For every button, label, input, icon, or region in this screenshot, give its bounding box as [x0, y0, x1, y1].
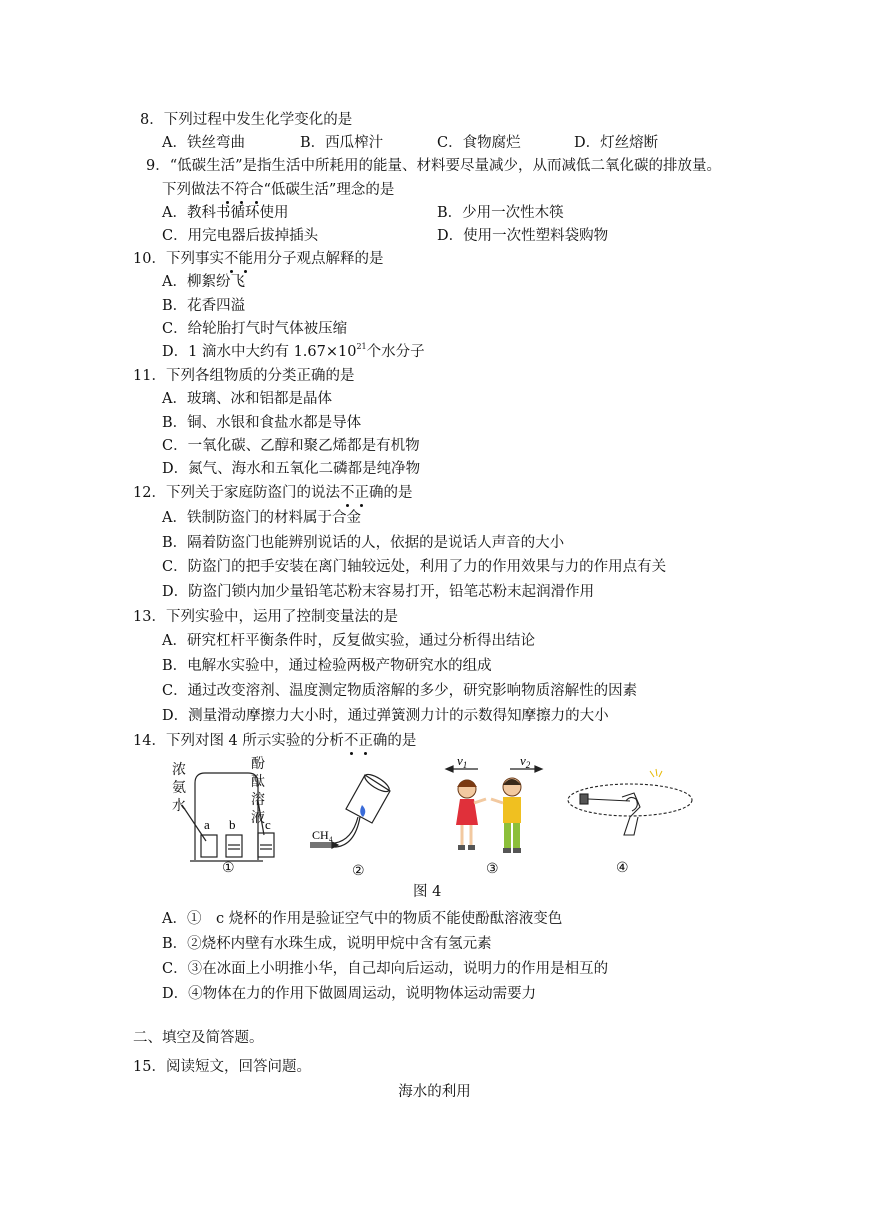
- flame-icon: [360, 805, 365, 817]
- q8-option-d: D．灯丝熔断: [574, 135, 659, 151]
- circular-motion-apparatus: [568, 784, 692, 835]
- q15-stem: 15．阅读短文，回答问题。: [133, 1059, 311, 1075]
- label-phenolphthalein: 酚 酞 溶 液: [251, 756, 265, 826]
- beaker-a-label: a: [204, 817, 210, 832]
- q9-option-d: D．使用一次性塑料袋购物: [437, 228, 609, 244]
- methane-label: CH₄: [312, 828, 333, 842]
- q10-option-d: D．1 滴水中大约有 $1.67\times 10^{21}$个水分子: [162, 342, 425, 360]
- q9-subline: 下列做法不符合“低碳生活”理念的是: [162, 182, 395, 198]
- q14-option-d: D．④物体在力的作用下做圆周运动，说明物体运动需要力: [162, 986, 537, 1002]
- q10-option-c: C．给轮胎打气时气体被压缩: [162, 321, 348, 337]
- beaker-b-label: b: [229, 817, 236, 832]
- figure-number-3: ③: [486, 861, 499, 877]
- emphasis-char: 合: [249, 182, 264, 198]
- girl-figure: [456, 780, 486, 850]
- article-title: 海水的利用: [398, 1084, 471, 1100]
- q12-option-c: C．防盗门的把手安装在离门轴较远处，利用了力的作用效果与力的作用点有关: [162, 559, 667, 575]
- q13-option-a: A．研究杠杆平衡条件时，反复做实验，通过分析得出结论: [162, 633, 535, 649]
- emphasis-char: 不: [339, 485, 355, 501]
- sparkle-icon: [650, 769, 662, 777]
- q8-stem: 8．下列过程中发生化学变化的是: [140, 112, 353, 128]
- figure-number-4: ④: [616, 860, 629, 876]
- emphasis-char: 正: [354, 485, 369, 501]
- figure-number-1: ①: [222, 860, 235, 876]
- q13-option-c: C．通过改变溶剂、温度测定物质溶解的多少，研究影响物质溶解性的因素: [162, 683, 638, 699]
- q10-option-b: B．花香四溢: [162, 298, 246, 314]
- q11-stem: 11．下列各组物质的分类正确的是: [133, 368, 355, 384]
- q12-stem: 12．下列关于家庭防盗门的说法不正确的是: [133, 485, 413, 501]
- q10-stem: 10．下列事实不能用分子观点解释的是: [133, 251, 384, 267]
- q12-option-a: A．铁制防盗门的材料属于合金: [162, 510, 361, 526]
- q9-option-a: A．教科书循环使用: [162, 205, 289, 221]
- figure-4-caption: 图 4: [413, 884, 442, 900]
- q12-option-b: B．隔着防盗门也能辨别说话的人，依据的是说话人声音的大小: [162, 535, 565, 551]
- q11-option-a: A．玻璃、冰和铝都是晶体: [162, 391, 332, 407]
- q9-stem: 9．“低碳生活”是指生活中所耗用的能量、材料要尽量减少，从而减低二氧化碳的排放量。: [146, 158, 722, 174]
- q13-option-d: D．测量滑动摩擦力大小时，通过弹簧测力计的示数得知摩擦力的大小: [162, 708, 609, 724]
- q9-option-b: B．少用一次性木筷: [437, 205, 564, 221]
- v2-label: $v_2$: [520, 755, 531, 770]
- q8-option-b: B．西瓜榨汁: [300, 135, 384, 151]
- section-2-heading: 二、填空及简答题。: [133, 1030, 264, 1046]
- emphasis-char: 符: [234, 182, 249, 198]
- q13-stem: 13．下列实验中，运用了控制变量法的是: [133, 609, 398, 625]
- q9-option-c: C．用完电器后拔掉插头: [162, 228, 319, 244]
- emphasis-char: 不: [220, 182, 235, 198]
- label-ammonia: 浓 氨 水: [172, 762, 186, 814]
- emphasis-char: 不: [343, 733, 359, 749]
- q11-option-c: C．一氧化碳、乙醇和聚乙烯都是有机物: [162, 438, 420, 454]
- q14-option-b: B．②烧杯内壁有水珠生成，说明甲烷中含有氢元素: [162, 936, 492, 952]
- bell-jar-apparatus: [182, 773, 274, 861]
- emphasis-char: 不: [223, 251, 239, 267]
- q8-option-a: A．铁丝弯曲: [162, 135, 245, 151]
- emphasis-char: 正: [358, 733, 373, 749]
- q12-option-d: D．防盗门锁内加少量铅笔芯粉末容易打开，铅笔芯粉末起润滑作用: [162, 584, 595, 600]
- boy-figure: [491, 778, 521, 853]
- figure-number-2: ②: [352, 863, 365, 879]
- emphasis-char: 能: [238, 251, 253, 267]
- q13-option-b: B．电解水实验中，通过检验两极产物研究水的组成: [162, 658, 492, 674]
- q8-option-c: C．食物腐烂: [437, 135, 521, 151]
- q14-option-a: A．① c 烧杯的作用是验证空气中的物质不能使酚酞溶液变色: [162, 911, 563, 927]
- q11-option-d: D．氮气、海水和五氧化二磷都是纯净物: [162, 461, 421, 477]
- beaker-c-label: c: [265, 817, 271, 832]
- q14-option-c: C．③在冰面上小明推小华，自己却向后运动，说明力的作用是相互的: [162, 961, 609, 977]
- q11-option-b: B．铜、水银和食盐水都是导体: [162, 415, 362, 431]
- q14-stem: 14．下列对图 4 所示实验的分析不正确的是: [133, 733, 417, 749]
- v1-label: $v_1$: [457, 755, 468, 770]
- q10-option-a: A．柳絮纷飞: [162, 274, 245, 290]
